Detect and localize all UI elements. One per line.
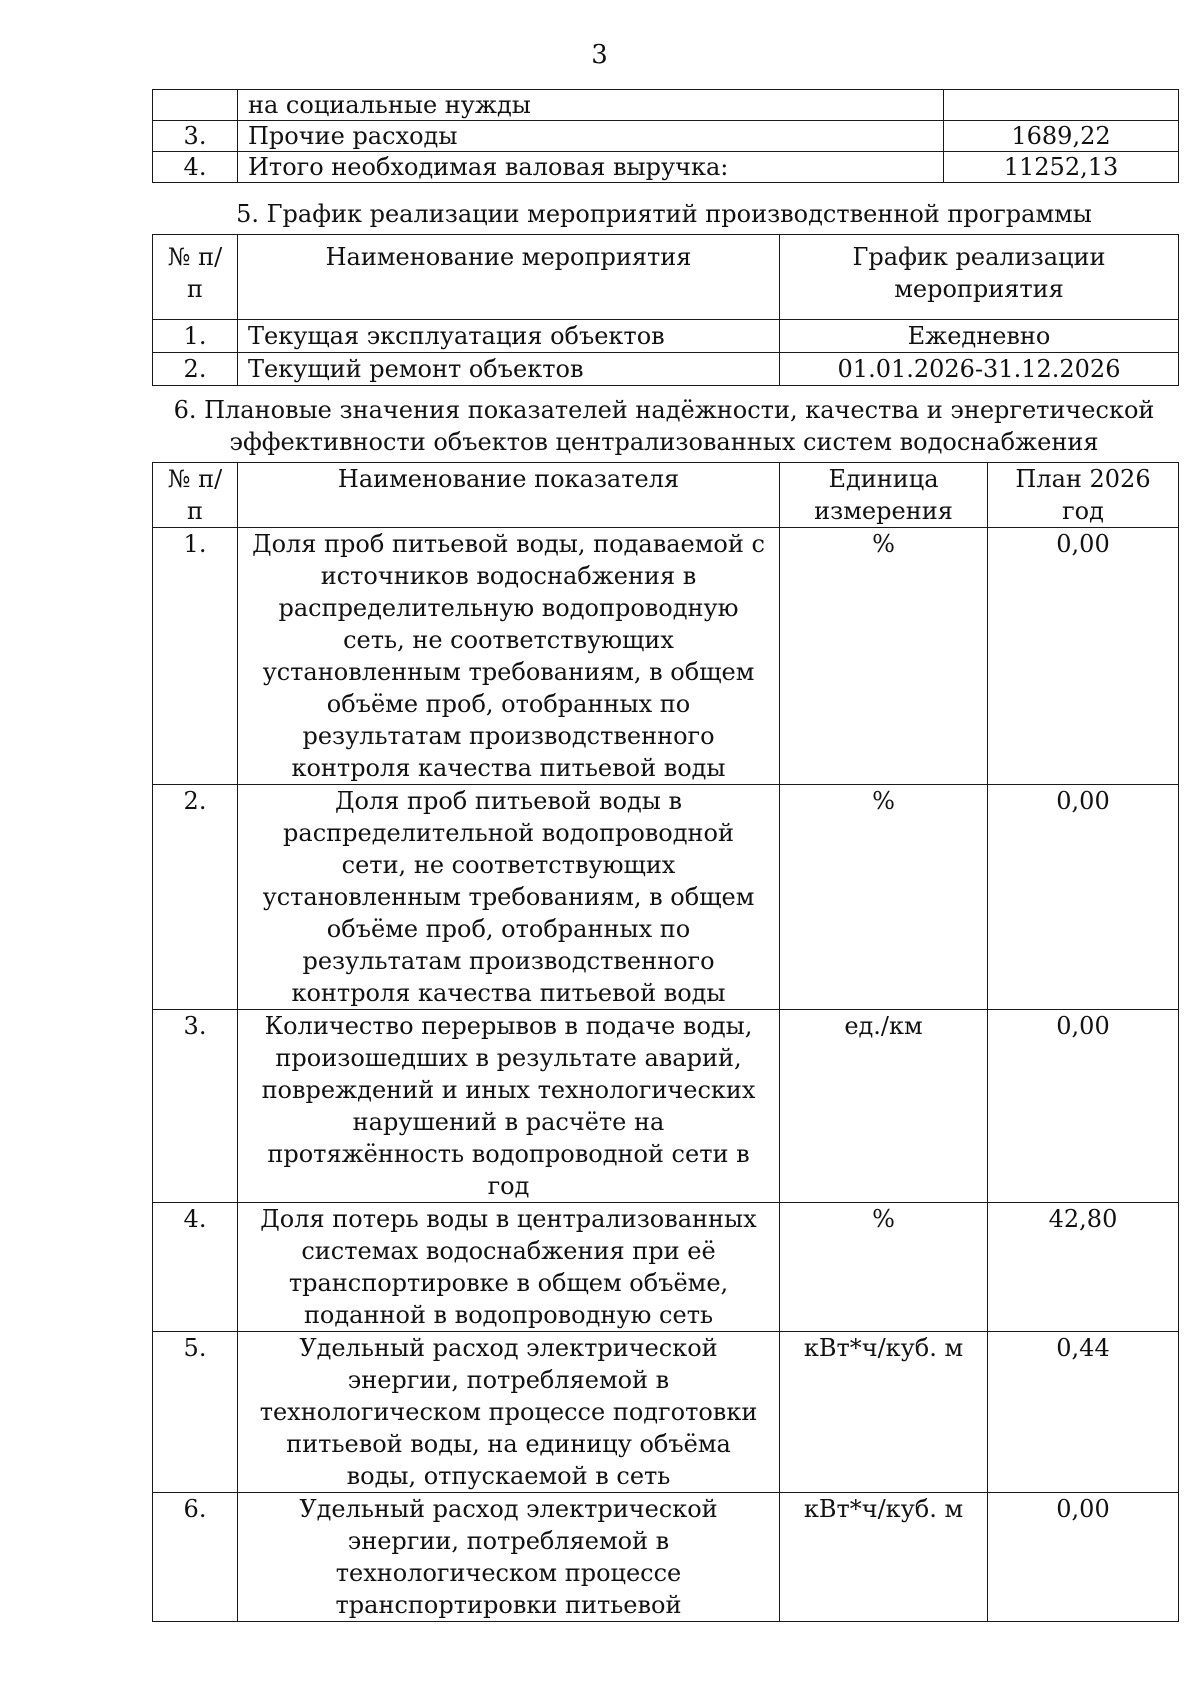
row-number: 5. xyxy=(153,1332,238,1493)
header-schedule: График реализации мероприятия xyxy=(780,235,1179,320)
indicator-unit: % xyxy=(780,528,988,785)
indicator-unit: кВт*ч/куб. м xyxy=(780,1493,988,1622)
section6-title-line1: 6. Плановые значения показателей надёжности, качества и энергетической xyxy=(173,396,1155,424)
cost-value: 11252,13 xyxy=(944,152,1179,183)
table-row xyxy=(153,1493,1179,1622)
costs-table xyxy=(152,89,1179,183)
indicator-unit: ед./км xyxy=(780,1010,988,1203)
section6-title-line2: эффективности объектов централизованных систем водоснабжения xyxy=(229,428,1099,456)
table-header-row xyxy=(153,235,1179,320)
section6-title xyxy=(152,394,1176,458)
indicator-plan: 0,44 xyxy=(988,1332,1179,1493)
indicator-name: Доля проб питьевой воды, подаваемой с источников водоснабжения в распределительную водопроводную сеть, не соответствующих установленным требованиям, в общем объёме проб, отобранных по результатам производственного контроля качества питьевой воды xyxy=(238,528,780,785)
measure-name: Текущая эксплуатация объектов xyxy=(238,320,780,353)
indicator-unit: % xyxy=(780,1203,988,1332)
indicator-plan: 0,00 xyxy=(988,528,1179,785)
indicator-name: Удельный расход электрической энергии, потребляемой в технологическом процессе подготовки питьевой воды, на единицу объёма воды, отпускаемой в сеть xyxy=(238,1332,780,1493)
row-number: 1. xyxy=(153,528,238,785)
measure-schedule: 01.01.2026-31.12.2026 xyxy=(780,353,1179,386)
table-row xyxy=(153,528,1179,785)
table-row xyxy=(153,152,1179,183)
indicator-name: Доля проб питьевой воды в распределительной водопроводной сети, не соответствующих установленным требованиям, в общем объёме проб, отобранных по результатам производственного контроля качества питьевой воды xyxy=(238,785,780,1010)
table-row xyxy=(153,121,1179,152)
header-plan: План 2026 год xyxy=(988,463,1179,528)
indicator-name: Количество перерывов в подаче воды, произошедших в результате аварий, повреждений и иных технологических нарушений в расчёте на протяжённость водопроводной сети в год xyxy=(238,1010,780,1203)
measure-schedule: Ежедневно xyxy=(780,320,1179,353)
header-name: Наименование мероприятия xyxy=(238,235,780,320)
indicator-name: Удельный расход электрической энергии, потребляемой в технологическом процессе транспортировки питьевой xyxy=(238,1493,780,1622)
row-number: 4. xyxy=(153,152,238,183)
header-name: Наименование показателя xyxy=(238,463,780,528)
indicator-unit: кВт*ч/куб. м xyxy=(780,1332,988,1493)
indicator-plan: 0,00 xyxy=(988,785,1179,1010)
table-row xyxy=(153,90,1179,121)
table-row xyxy=(153,1203,1179,1332)
row-number: 6. xyxy=(153,1493,238,1622)
table-header-row xyxy=(153,463,1179,528)
cost-value xyxy=(944,90,1179,121)
row-number: 4. xyxy=(153,1203,238,1332)
table-row xyxy=(153,1010,1179,1203)
indicators-table xyxy=(152,462,1179,1622)
header-num: № п/п xyxy=(153,463,238,528)
row-number: 2. xyxy=(153,785,238,1010)
row-number: 3. xyxy=(153,121,238,152)
cost-name: Итого необходимая валовая выручка: xyxy=(238,152,944,183)
indicator-name: Доля потерь воды в централизованных системах водоснабжения при её транспортировке в общем объёме, поданной в водопроводную сеть xyxy=(238,1203,780,1332)
header-num: № п/п xyxy=(153,235,238,320)
row-number xyxy=(153,90,238,121)
table-row xyxy=(153,320,1179,353)
cost-value: 1689,22 xyxy=(944,121,1179,152)
table-row xyxy=(153,353,1179,386)
row-number: 1. xyxy=(153,320,238,353)
row-number: 2. xyxy=(153,353,238,386)
table-row xyxy=(153,1332,1179,1493)
row-number: 3. xyxy=(153,1010,238,1203)
schedule-table xyxy=(152,234,1179,386)
page-number: 3 xyxy=(591,40,609,70)
header-unit: Единица измерения xyxy=(780,463,988,528)
table-row xyxy=(153,785,1179,1010)
measure-name: Текущий ремонт объектов xyxy=(238,353,780,386)
cost-name: на социальные нужды xyxy=(238,90,944,121)
indicator-unit: % xyxy=(780,785,988,1010)
cost-name: Прочие расходы xyxy=(238,121,944,152)
indicator-plan: 0,00 xyxy=(988,1010,1179,1203)
indicator-plan: 0,00 xyxy=(988,1493,1179,1622)
indicator-plan: 42,80 xyxy=(988,1203,1179,1332)
section5-title: 5. График реализации мероприятий производственной программы xyxy=(236,200,1092,228)
